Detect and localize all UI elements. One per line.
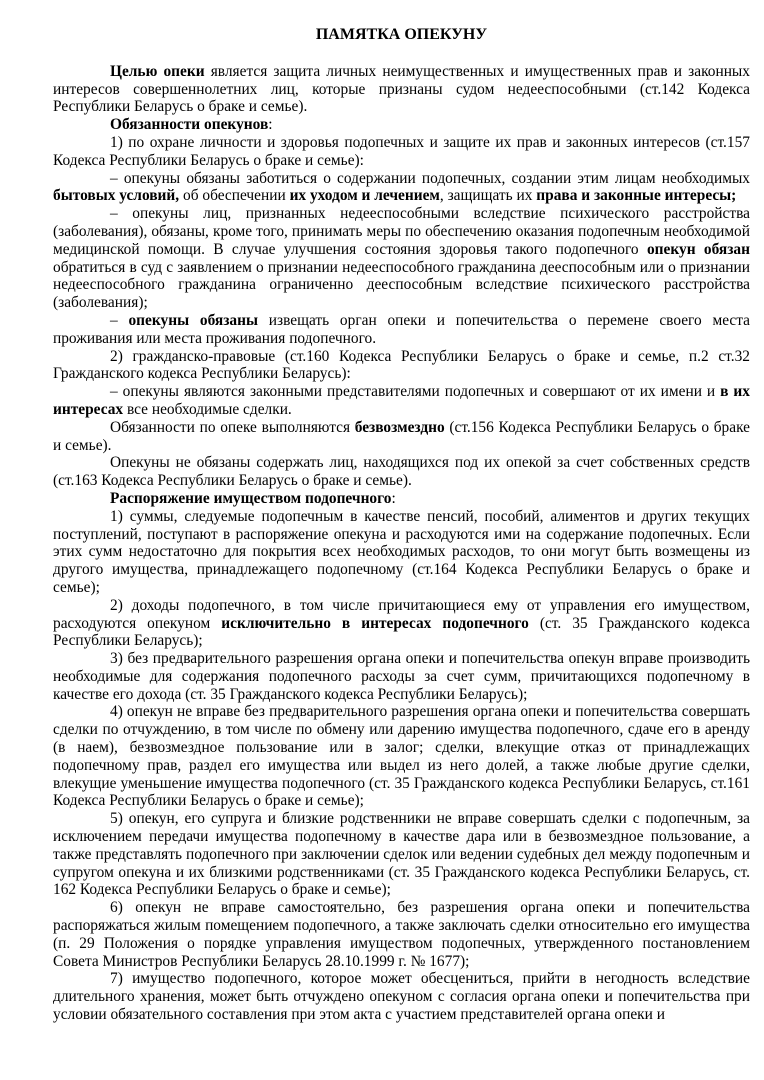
paragraph xyxy=(53,348,750,384)
paragraph xyxy=(53,899,750,970)
paragraph-text: об обеспечении xyxy=(179,187,290,205)
paragraph xyxy=(53,490,750,508)
paragraph-text: 3) без предварительного разрешения органа опеки и попечительства опекун вправе производить необходимые для содержания подопечного расходы за счет сумм, причитающихся подопечному в качестве его дохода (ст. 35 Гражданского кодекса Республики Беларусь); xyxy=(53,650,750,703)
paragraph xyxy=(53,205,750,312)
paragraph-text-bold: Целью опеки xyxy=(110,62,205,80)
paragraph xyxy=(53,454,750,490)
paragraph-text-bold: Распоряжение имуществом подопечного xyxy=(110,489,392,507)
paragraph-text: 6) опекун не вправе самостоятельно, без разрешения органа опеки и попечительства распоряжаться жилым помещением подопечного, а также заключать сделки относительно его имущества (п. 29 Положения о порядке управления имуществом подопечных, утвержденного постановлением Совета Министров Республики Беларусь 28.10.1999 г. № 1677); xyxy=(53,899,750,970)
paragraph xyxy=(53,312,750,348)
paragraph-text: все необходимые сделки. xyxy=(123,400,292,418)
paragraph xyxy=(53,383,750,419)
paragraph xyxy=(53,419,750,455)
paragraph-text-bold: опекуны обязаны xyxy=(128,311,258,329)
paragraph-text-bold: исключительно в интересах подопечного xyxy=(221,614,529,632)
paragraph-text: – опекуны являются законными представителями подопечных и совершают от их имени и xyxy=(110,383,721,401)
paragraph-text-bold: бытовых условий, xyxy=(53,187,180,205)
paragraph-text-bold: в их интересах xyxy=(53,383,750,418)
paragraph-text: – опекуны обязаны заботиться о содержании подопечных, создании этим лицам необходимых xyxy=(110,169,750,187)
paragraph-text: – xyxy=(110,311,129,329)
paragraph xyxy=(53,63,750,116)
paragraph-text: 7) имущество подопечного, которое может обесцениться, прийти в негодность вследствие длительного хранения, может быть отчуждено опекуном с согласия органа опеки и попечительства при условии обязательного составления при этом акта с участием представителей органа опеки и xyxy=(53,970,750,1024)
paragraph-text-bold: безвозмездно xyxy=(354,418,445,436)
paragraph xyxy=(53,703,750,810)
paragraph-text: , защищать их xyxy=(439,187,537,205)
document-title: ПАМЯТКА ОПЕКУНУ xyxy=(315,26,488,43)
paragraph-text: (ст. 35 Гражданского кодекса Республики Беларусь); xyxy=(53,614,750,650)
paragraph xyxy=(53,970,750,1023)
paragraph xyxy=(53,810,750,899)
paragraph-text-bold: Обязанности опекунов xyxy=(110,116,269,134)
paragraph-text: Опекуны не обязаны содержать лиц, находящихся под их опекой за счет собственных средств (ст.163 Кодекса Республики Беларусь о браке и семье). xyxy=(53,454,750,490)
paragraph xyxy=(53,650,750,703)
paragraph-text: 1) по охране личности и здоровья подопечных и защите их прав и законных интересов (ст.157 Кодекса Республики Беларусь о браке и семье): xyxy=(53,133,750,169)
paragraph xyxy=(53,508,750,597)
paragraph-text: 2) гражданско-правовые (ст.160 Кодекса Республики Беларусь о браке и семье, п.2 ст.32 Гражданского кодекса Республики Беларусь): xyxy=(53,347,750,383)
paragraph-text-bold: опекун обязан xyxy=(646,240,750,258)
paragraph-text: 2) доходы подопечного, в том числе причитающиеся ему от управления его имуществом, расходуются опекуном xyxy=(53,596,750,632)
document-body xyxy=(53,63,750,1024)
paragraph-text: 4) опекун не вправе без предварительного разрешения органа опеки и попечительства совершать сделки по отчуждению, в том числе по обмену или дарению имущества подопечного, сдаче его в аренду (в наем), безвозмездное пользование или в залог; сделки, влекущие отказ от принадлежащих подопечному прав, раздел его имущества или выдел из него долей, а также любые другие сделки, влекущие уменьшение имущества подопечного (ст. 35 Гражданского кодекса Республики Беларусь, ст.161 Кодекса Республики Беларусь о браке и семье); xyxy=(53,703,750,810)
paragraph-text: (ст.156 Кодекса Республики Беларусь о браке и семье). xyxy=(53,418,750,454)
paragraph-text: является защита личных неимущественных и имущественных прав и законных интересов совершеннолетних лиц, которые признаны судом недееспособными (ст.142 Кодекса Республики Беларусь о браке и семье). xyxy=(53,62,750,116)
paragraph-text: 1) суммы, следуемые подопечным в качестве пенсий, пособий, алиментов и других текущих поступлений, поступают в распоряжение опекуна и расходуются ими на содержание подопечных. Если этих сумм недостаточно для покрытия всех необходимых расходов, то они могут быть возмещены из другого имущества, принадлежащего подопечному (ст.164 Кодекса Республики Беларусь о браке и семье); xyxy=(53,507,750,596)
paragraph xyxy=(53,134,750,170)
paragraph-text-bold: права и законные интересы; xyxy=(536,187,737,205)
paragraph-text: обратиться в суд с заявлением о признании недееспособного гражданина дееспособным или о признании недееспособного гражданина ограниченно дееспособным вследствие психического расстройства (заболевания); xyxy=(53,258,750,312)
paragraph-text-bold: их уходом и лечением xyxy=(289,187,440,205)
paragraph-text: : xyxy=(391,489,396,507)
paragraph-text: извещать орган опеки и попечительства о перемене своего места проживания или места проживания подопечного. xyxy=(53,311,750,347)
paragraph-text: – опекуны лиц, признанных недееспособными вследствие психического расстройства (заболевания), обязаны, кроме того, принимать меры по обеспечению оказания подопечным необходимой медицинской помощи. В случае улучшения состояния здоровья такого подопечного xyxy=(53,205,750,258)
paragraph-text: : xyxy=(268,116,273,134)
paragraph xyxy=(53,116,750,134)
paragraph xyxy=(53,170,750,206)
paragraph xyxy=(53,597,750,650)
paragraph-text: Обязанности по опеке выполняются xyxy=(110,418,355,436)
paragraph-text: 5) опекун, его супруга и близкие родственники не вправе совершать сделки с подопечным, за исключением передачи имущества подопечному в качестве дара или в безвозмездное пользование, а также представлять подопечного при заключении сделок или ведении судебных дел между подопечным и супругом опекуна и их близкими родственниками (ст. 35 Гражданского кодекса Республики Беларусь, ст. 162 Кодекса Республики Беларусь о браке и семье); xyxy=(53,810,750,899)
